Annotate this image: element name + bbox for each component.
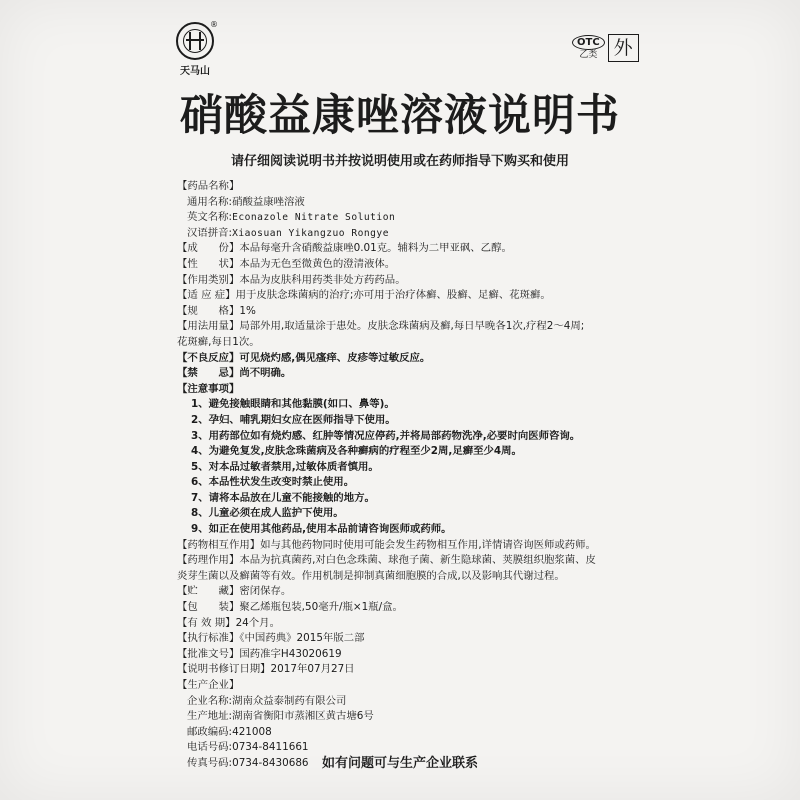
dosage-row-cont: 花斑癣,每日1次。 xyxy=(177,335,260,348)
registered-mark: ® xyxy=(210,20,218,29)
common-name-row xyxy=(177,195,637,211)
adverse-value: 可见烧灼感,偶见瘙痒、皮疹等过敏反应。 xyxy=(239,351,431,364)
storage-value: 密闭保存。 xyxy=(239,585,292,598)
precaution-item: 7、请将本品放在儿童不能接触的地方。 xyxy=(191,491,375,504)
address-value: 湖南省衡阳市蒸湘区黄古塘6号 xyxy=(232,710,374,723)
standard-value: 《中国药典》2015年版二部 xyxy=(239,632,365,645)
adverse-row xyxy=(177,351,637,367)
phone-value: 0734-8411661 xyxy=(232,741,309,754)
dosage-row xyxy=(177,319,637,335)
storage-row xyxy=(177,584,637,600)
document-subtitle: 请仔细阅读说明书并按说明使用或在药师指导下购买和使用 xyxy=(230,154,569,169)
validity-value: 24个月。 xyxy=(235,616,280,629)
dosage-value: 局部外用,取适量涂于患处。皮肤念珠菌病及癣,每日早晚各1次,疗程2～4周; xyxy=(239,320,585,333)
otc-label: OTC xyxy=(572,35,605,50)
fax-label: 传真号码: xyxy=(187,756,233,769)
validity-label: 【有 效 期】 xyxy=(177,616,236,629)
approval-value: 国药准字H43020619 xyxy=(239,647,342,660)
brand-name: 天马山 xyxy=(180,66,210,77)
properties-label: 【性 状】 xyxy=(177,257,240,270)
brand-logo xyxy=(170,22,220,77)
pinyin-value: Xiaosuan Yikangzuo Rongye xyxy=(232,227,389,239)
category-row xyxy=(177,273,637,289)
pinyin-label: 汉语拼音: xyxy=(187,226,233,239)
ingredients-row xyxy=(177,241,637,257)
precautions-header: 【注意事项】 xyxy=(177,382,240,395)
properties-value: 本品为无色至微黄色的澄清液体。 xyxy=(239,257,396,270)
precaution-item: 1、避免接触眼睛和其他黏膜(如口、鼻等)。 xyxy=(191,398,395,411)
common-name-value: 硝酸益康唑溶液 xyxy=(232,195,305,208)
interactions-label: 【药物相互作用】 xyxy=(177,538,261,551)
adverse-label: 【不良反应】 xyxy=(177,351,240,364)
horse-seal-icon xyxy=(176,22,214,60)
specification-label: 【规 格】 xyxy=(177,304,240,317)
english-name-label: 英文名称: xyxy=(187,211,233,224)
approval-label: 【批准文号】 xyxy=(177,647,240,660)
interactions-value: 如与其他药物同时使用可能会发生药物相互作用,详情请咨询医师或药师。 xyxy=(260,538,596,551)
pharmacology-label: 【药理作用】 xyxy=(177,554,240,567)
english-name-value: Econazole Nitrate Solution xyxy=(232,212,396,224)
precaution-item: 3、用药部位如有烧灼感、红肿等情况应停药,并将局部药物洗净,必要时向医师咨询。 xyxy=(191,429,581,442)
ingredients-label: 【成 份】 xyxy=(177,242,240,255)
revision-label: 【说明书修订日期】 xyxy=(177,663,271,676)
external-use-mark: 外 xyxy=(608,34,639,62)
document-title: 硝酸益康唑溶液说明书 xyxy=(180,91,620,141)
pharmacology-row-cont: 炎芽生菌以及癣菌等有效。作用机制是抑制真菌细胞膜的合成,以及影响其代谢过程。 xyxy=(177,569,565,582)
pinyin-row xyxy=(177,226,637,242)
phone-label: 电话号码: xyxy=(187,741,233,754)
precaution-item: 2、孕妇、哺乳期妇女应在医师指导下使用。 xyxy=(191,413,396,426)
postcode-label: 邮政编码: xyxy=(187,725,233,738)
properties-row xyxy=(177,257,637,273)
package-label: 【包 装】 xyxy=(177,601,240,614)
precaution-item: 8、儿童必须在成人监护下使用。 xyxy=(191,507,344,520)
category-label: 【作用类别】 xyxy=(177,273,240,286)
postcode-value: 421008 xyxy=(232,725,272,738)
pharmacology-row xyxy=(177,553,637,569)
manufacturer-header: 【生产企业】 xyxy=(177,679,240,691)
ingredients-value: 本品每毫升含硝酸益康唑0.01克。辅料为二甲亚砜、乙醇。 xyxy=(239,242,512,255)
indications-label: 【适 应 症】 xyxy=(177,289,236,302)
postcode-row xyxy=(177,725,637,741)
company-value: 湖南众益泰制药有限公司 xyxy=(232,694,347,707)
package-row xyxy=(177,600,637,616)
contraindications-label: 【禁 忌】 xyxy=(177,367,240,380)
storage-label: 【贮 藏】 xyxy=(177,585,240,598)
drug-name-header: 【药品名称】 xyxy=(177,180,240,192)
approval-row xyxy=(177,647,637,663)
fax-value: 0734-8430686 xyxy=(232,756,309,769)
english-name-row xyxy=(177,210,637,226)
otc-category: 乙类 xyxy=(579,50,598,60)
interactions-row xyxy=(177,538,637,554)
package-value: 聚乙烯瓶包装,50毫升/瓶×1瓶/盒。 xyxy=(239,601,403,614)
company-row xyxy=(177,694,637,710)
category-value: 本品为皮肤科用药类非处方药药品。 xyxy=(239,273,406,286)
indications-row xyxy=(177,288,637,304)
revision-value: 2017年07月27日 xyxy=(270,663,355,676)
dosage-label: 【用法用量】 xyxy=(177,320,240,333)
standard-label: 【执行标准】 xyxy=(177,632,240,645)
specification-row xyxy=(177,304,637,320)
company-label: 企业名称: xyxy=(187,694,233,707)
validity-row xyxy=(177,616,637,632)
specification-value: 1% xyxy=(239,304,256,317)
common-name-label: 通用名称: xyxy=(187,195,233,208)
contact-footer: 如有问题可与生产企业联系 xyxy=(321,756,478,771)
precaution-item: 9、如正在使用其他药品,使用本品前请咨询医师或药师。 xyxy=(191,523,452,536)
indications-value: 用于皮肤念珠菌病的治疗;亦可用于治疗体癣、股癣、足癣、花斑癣。 xyxy=(235,289,551,302)
contraindications-value: 尚不明确。 xyxy=(239,367,292,380)
revision-row xyxy=(177,662,637,678)
precaution-item: 4、为避免复发,皮肤念珠菌病及各种癣病的疗程至少2周,足癣至少4周。 xyxy=(191,445,522,458)
pharmacology-value: 本品为抗真菌药,对白色念珠菌、球孢子菌、新生隐球菌、荚膜组织胞浆菌、皮 xyxy=(239,554,596,567)
address-row xyxy=(177,709,637,725)
precaution-item: 6、本品性状发生改变时禁止使用。 xyxy=(191,476,355,489)
contraindications-row xyxy=(177,366,637,382)
otc-badge xyxy=(572,34,639,62)
leaflet-body xyxy=(177,179,637,772)
address-label: 生产地址: xyxy=(187,710,233,723)
precaution-item: 5、对本品过敏者禁用,过敏体质者慎用。 xyxy=(191,460,379,473)
standard-row xyxy=(177,631,637,647)
